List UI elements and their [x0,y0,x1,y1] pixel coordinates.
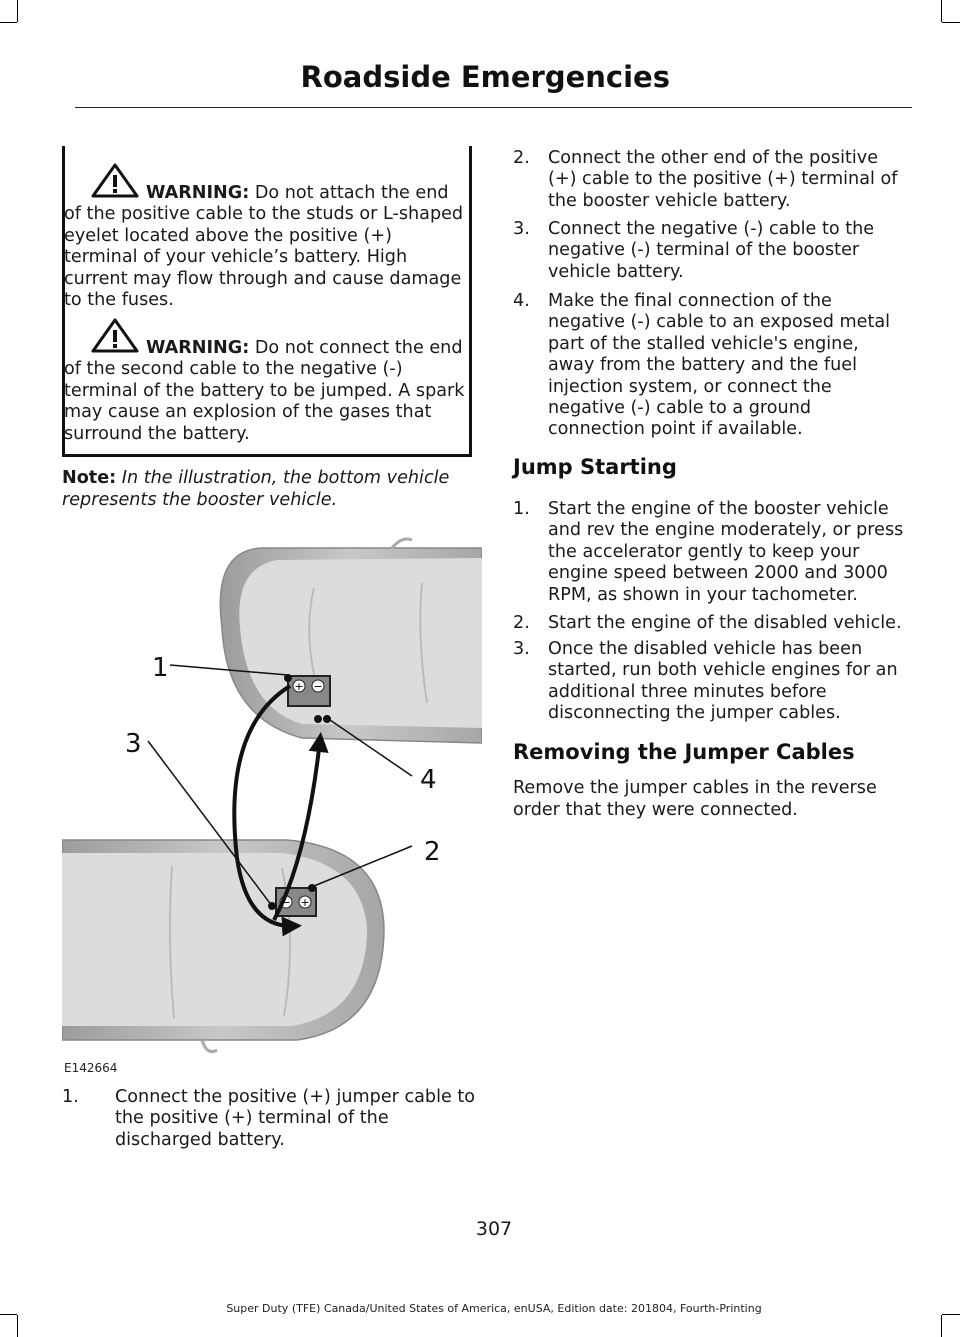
crop-mark [941,1315,942,1337]
section-heading-removing-cables: Removing the Jumper Cables [513,740,855,764]
step-text: Connect the negative (-) cable to the negative (-) terminal of the booster vehicle battery. [548,219,875,282]
callout-2: 2 [424,837,441,867]
step-text: Once the disabled vehicle has been started, run both vehicle engines for an additional three minutes before disconnecting the jumper cables. [548,639,898,724]
step-text: Connect the other end of the positive (+) cable to the positive (+) terminal of the booster vehicle battery. [548,148,898,211]
discharged-battery [288,676,330,706]
step-number: 1. [62,1087,79,1107]
callout-4: 4 [420,765,437,795]
battery-positive-label: + [300,896,310,909]
warning-label: WARNING: [146,183,250,203]
footer: Super Duty (TFE) Canada/United States of America, enUSA, Edition date: 201804, Fourth-Printing [226,1302,762,1315]
note-text: In the illustration, the bottom vehicle represents the booster vehicle. [62,468,450,510]
step-text: Start the engine of the booster vehicle and rev the engine moderately, or press the accelerator gently to keep your engine speed between 2000 and 3000 RPM, as shown in your tachometer. [548,499,904,605]
warning-label: WARNING: [146,338,250,358]
step-text: Start the engine of the disabled vehicle. [548,613,902,633]
callout-1: 1 [152,653,169,683]
crop-mark [941,0,942,22]
step-number: 3. [513,219,530,239]
connection-point [314,715,322,723]
page-title: Roadside Emergencies [300,60,670,94]
jump-start-illustration [62,528,482,1078]
section-heading-jump-starting: Jump Starting [513,455,677,479]
connection-point [323,715,331,723]
battery-negative-label: − [281,896,291,909]
step-text: Make the final connection of the negative (-) cable to an exposed metal part of the stalled vehicle's engine, away from the battery and the fuel injection system, or connect the negative (-) cable to a ground connection point if available. [548,291,891,440]
step-number: 4. [513,291,530,311]
note [62,468,482,511]
page-number: 307 [475,1218,513,1240]
note-label: Note: [62,468,117,488]
header-rule [75,107,912,108]
step-number: 3. [513,639,530,659]
callout-3: 3 [125,729,142,759]
figure-id: E142664 [64,1061,118,1075]
removing-text: Remove the jumper cables in the reverse order that they were connected. [513,778,877,820]
warning-text: Do not attach the end of the positive cable to the studs or L-shaped eyelet located above the positive (+) terminal of your vehicle’s battery. High current may flow through and cause damage to the fuses. [64,183,464,311]
warning-2 [64,338,466,445]
step-text: Connect the positive (+) jumper cable to the positive (+) terminal of the discharged battery. [115,1087,476,1150]
step-number: 2. [513,148,530,168]
warning-1 [64,183,466,311]
crop-mark [17,1315,18,1337]
step-number: 2. [513,613,530,633]
crop-mark [0,22,17,23]
battery-positive-label: + [294,680,304,693]
step-number: 1. [513,499,530,519]
battery-negative-label: − [313,680,323,693]
crop-mark [942,22,960,23]
crop-mark [17,0,18,22]
warning-text: Do not connect the end of the second cable to the negative (-) terminal of the battery to be jumped. A spark may cause an explosion of the gases that surround the battery. [64,338,465,444]
booster-vehicle [62,840,384,1052]
